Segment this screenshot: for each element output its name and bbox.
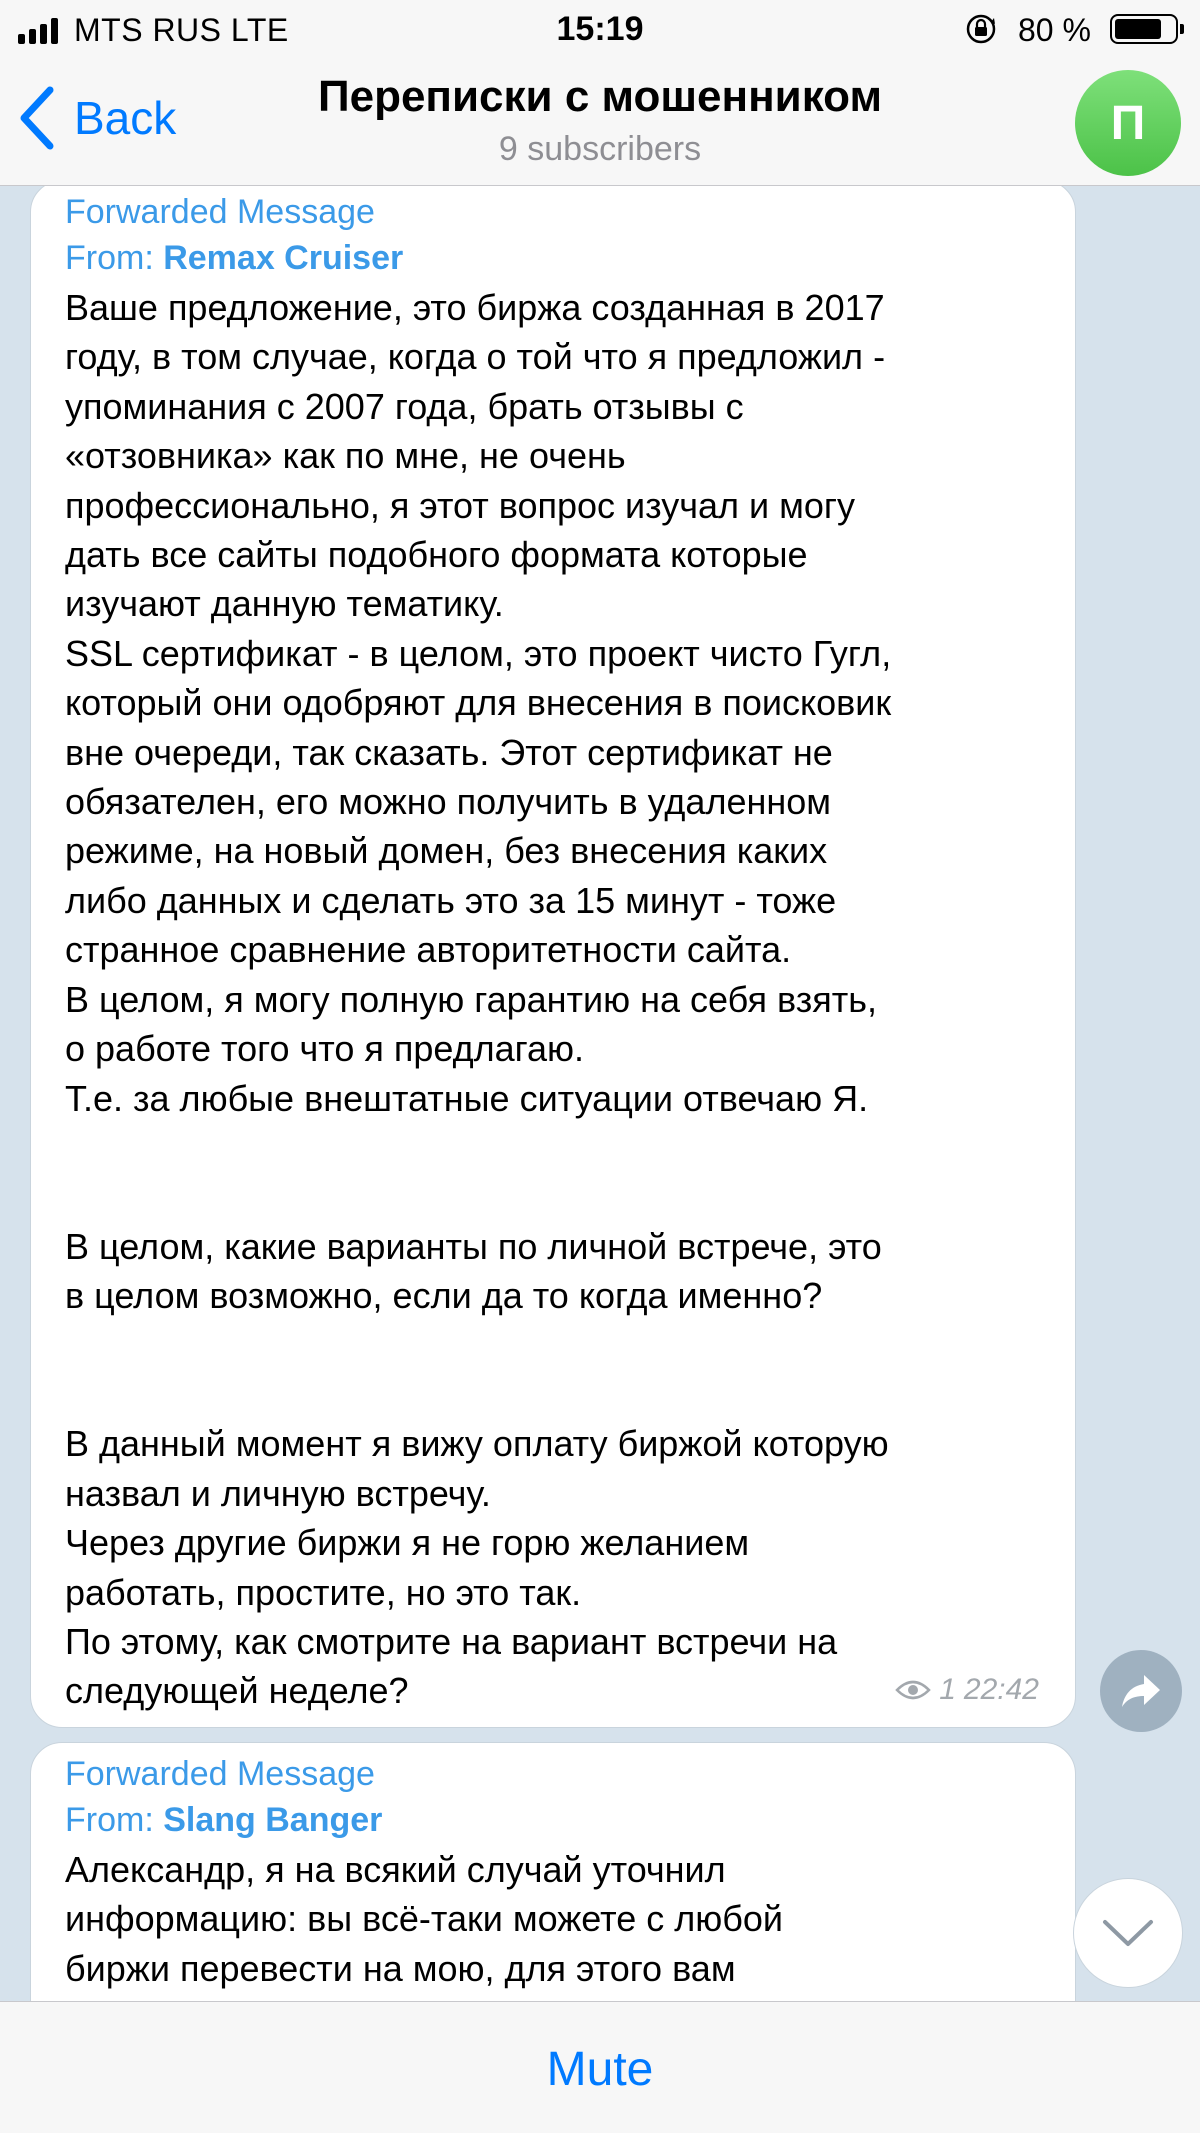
message-bubble[interactable]	[30, 186, 1076, 1728]
chat-history[interactable]	[0, 186, 1200, 2001]
status-bar	[0, 0, 1200, 60]
share-arrow-icon	[1120, 1673, 1162, 1709]
forwarded-label: Forwarded Message	[65, 1755, 375, 1793]
channel-avatar[interactable]: П	[1075, 70, 1181, 176]
mute-button[interactable]: Mute	[546, 2043, 654, 2096]
status-time: 15:19	[556, 10, 644, 48]
carrier-label: MTS RUS LTE	[74, 12, 289, 48]
nav-bar	[0, 60, 1200, 186]
message-bubble[interactable]	[30, 1742, 1076, 2001]
eye-icon	[895, 1678, 931, 1702]
back-label: Back	[74, 92, 177, 144]
message-text: Ваше предложение, это биржа созданная в 2017 году, в том случае, когда о той что я предложил - упоминания с 2007 года, брать отзывы с «отзовника» как по мне, не очень профессионально, я этот вопрос изучал и могу дать все сайты подобного формата которые изучают данную тематику. SSL сертификат - в целом, это проект чисто Гугл, который они одобряют для внесения в поисковик вне очереди, так сказать. Этот сертификат не обязателен, его можно получить в удаленном режиме, на новый домен, без внесения каких либо данных и сделать это за 15 минут - тоже странное сравнение авторитетности сайта. В целом, я могу полную гарантию на себя взять, о работе того что я предлагаю. Т.е. за любые внештатные ситуации отвечаю Я. В целом, какие варианты по личной встрече, это в целом возможно, если да то когда именно? В данный момент я вижу оплату биржой которую назвал и личную встречу. Через другие биржи я не горю желанием работать, простите, но это так. По этому, как смотрите на вариант встречи на следующей неделе?	[65, 287, 892, 1712]
forwarded-label: Forwarded Message	[65, 193, 375, 231]
battery-icon	[1110, 14, 1178, 44]
subscriber-count: 9 subscribers	[498, 130, 702, 168]
forwarded-author[interactable]: Slang Banger	[163, 1801, 383, 1839]
share-button[interactable]	[1100, 1650, 1182, 1732]
message-text: Александр, я на всякий случай уточнил информацию: вы всё-таки можете с любой биржи перевести на мою, для этого вам	[65, 1849, 783, 1989]
orientation-lock-icon	[964, 12, 998, 46]
from-prefix: From:	[65, 1801, 164, 1839]
forwarded-author[interactable]: Remax Cruiser	[163, 239, 404, 277]
view-count: 1	[939, 1673, 956, 1706]
forwarded-from	[65, 1797, 1041, 1843]
battery-percent: 80 %	[1018, 12, 1091, 48]
from-prefix: From:	[65, 239, 164, 277]
forwarded-from	[65, 235, 1041, 281]
channel-title[interactable]: Переписки с мошенником	[317, 72, 882, 121]
message-meta	[895, 1673, 1039, 1707]
message-time: 22:42	[963, 1673, 1039, 1706]
bottom-bar	[0, 2001, 1200, 2133]
chevron-down-icon	[1101, 1918, 1155, 1948]
scroll-down-button[interactable]	[1073, 1878, 1183, 1988]
